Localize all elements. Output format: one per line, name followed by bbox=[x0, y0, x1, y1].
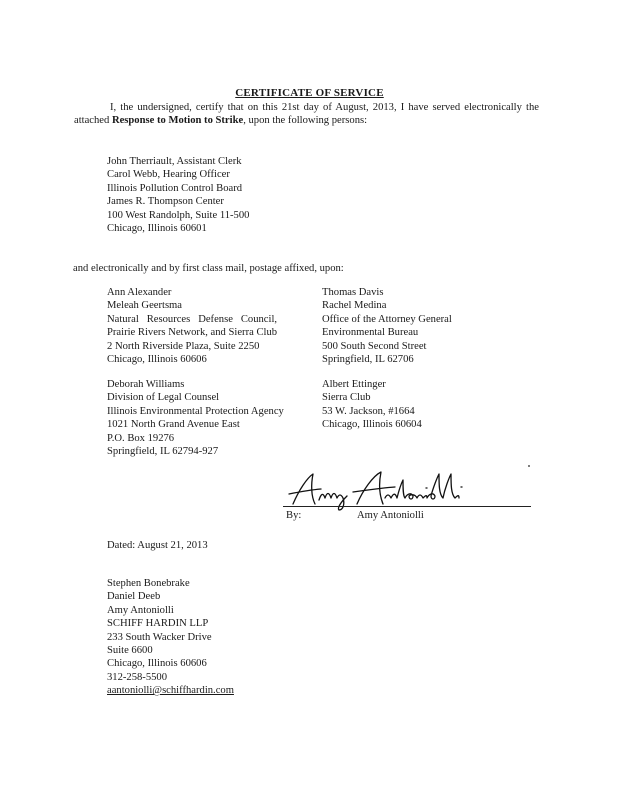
firm-line: Stephen Bonebrake bbox=[107, 578, 190, 589]
intro-paragraph bbox=[74, 101, 539, 128]
address-line: 100 West Randolph, Suite 11-500 bbox=[107, 209, 250, 221]
signature-line bbox=[283, 506, 531, 507]
address-line: Carol Webb, Hearing Officer bbox=[107, 169, 230, 181]
intro-document-name: Response to Motion to Strike bbox=[111, 115, 244, 127]
address-line: 2 North Riverside Plaza, Suite 2250 bbox=[107, 340, 260, 352]
email-link[interactable]: aantoniolli@schiffhardin.com bbox=[107, 685, 234, 697]
address-line: 1021 North Grand Avenue East bbox=[107, 419, 240, 431]
firm-line: 312-258-5500 bbox=[107, 671, 168, 683]
address-line: John Therriault, Assistant Clerk bbox=[107, 156, 242, 167]
address-line: Thomas Davis bbox=[322, 287, 384, 298]
address-line: Ann Alexander bbox=[107, 287, 172, 298]
firm-line: Amy Antoniolli bbox=[107, 604, 174, 616]
address-line: Environmental Bureau bbox=[322, 327, 419, 339]
address-line: Rachel Medina bbox=[322, 300, 387, 312]
address-line: Illinois Environmental Protection Agency bbox=[107, 405, 284, 417]
address-line: Sierra Club bbox=[322, 392, 371, 404]
stray-mark bbox=[528, 465, 530, 467]
address-line: Chicago, Illinois 60604 bbox=[322, 419, 422, 431]
address-line: Meleah Geertsma bbox=[107, 300, 183, 312]
address-line: Deborah Williams bbox=[107, 379, 185, 390]
intro-text-1: I, the undersigned, certify that on this 21st day of August, 2013, I have served electronically the attached bbox=[74, 102, 539, 127]
address-line: Prairie Rivers Network, and Sierra Club bbox=[107, 327, 278, 339]
firm-line: SCHIFF HARDIN LLP bbox=[107, 618, 209, 630]
address-line: 53 W. Jackson, #1664 bbox=[322, 405, 415, 417]
address-line: Albert Ettinger bbox=[322, 379, 386, 390]
firm-line: Daniel Deeb bbox=[107, 591, 161, 603]
address-line: Chicago, Illinois 60606 bbox=[107, 353, 207, 365]
dated-line: Dated: August 21, 2013 bbox=[107, 540, 208, 551]
by-label: By: bbox=[286, 510, 302, 521]
recipient-block-left-1 bbox=[107, 286, 307, 366]
document-title: CERTIFICATE OF SERVICE bbox=[235, 87, 384, 99]
first-recipient-address bbox=[107, 155, 249, 235]
firm-line: Chicago, Illinois 60606 bbox=[107, 658, 207, 670]
firm-signature-block bbox=[107, 577, 234, 698]
address-line: Springfield, IL 62794-927 bbox=[107, 445, 219, 457]
address-line: 500 South Second Street bbox=[322, 340, 427, 352]
signer-name: Amy Antoniolli bbox=[357, 510, 424, 521]
recipient-block-left-2 bbox=[107, 378, 284, 458]
address-line: Springfield, IL 62706 bbox=[322, 353, 414, 365]
firm-line: 233 South Wacker Drive bbox=[107, 631, 212, 643]
address-line: Division of Legal Counsel bbox=[107, 392, 220, 404]
mail-service-intro: and electronically and by first class mail, postage affixed, upon: bbox=[73, 263, 344, 274]
address-line: Natural Resources Defense Council, bbox=[107, 313, 278, 325]
intro-text-2: , upon the following persons: bbox=[243, 115, 368, 127]
address-line: P.O. Box 19276 bbox=[107, 432, 175, 444]
address-line: Office of the Attorney General bbox=[322, 313, 452, 325]
firm-line: Suite 6600 bbox=[107, 644, 153, 656]
recipient-block-right-1 bbox=[322, 286, 452, 366]
address-line: James R. Thompson Center bbox=[107, 196, 224, 208]
address-line: Illinois Pollution Control Board bbox=[107, 182, 243, 194]
recipient-block-right-2 bbox=[322, 378, 422, 432]
address-line: Chicago, Illinois 60601 bbox=[107, 222, 207, 234]
